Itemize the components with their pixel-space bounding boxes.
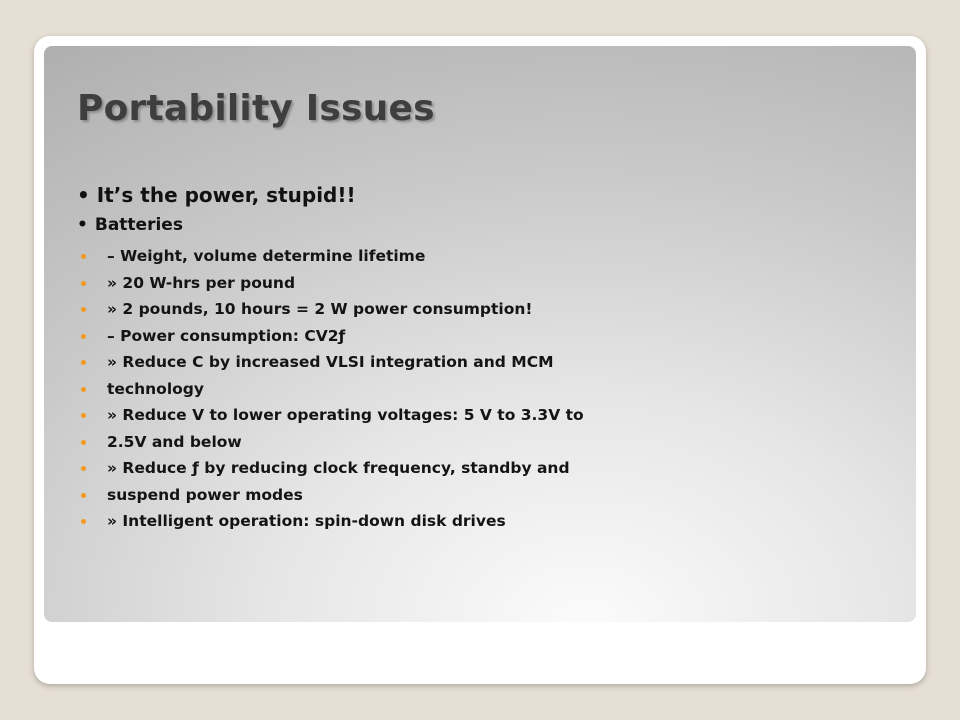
orange-bullet-icon bbox=[81, 440, 86, 445]
list-item bbox=[77, 296, 897, 323]
orange-bullet-icon bbox=[81, 334, 86, 339]
sub-bullet-text: » 20 W-hrs per pound bbox=[107, 273, 296, 292]
sub-bullet-text: – Power consumption: CV2ƒ bbox=[107, 326, 346, 345]
main-bullet-power bbox=[77, 180, 897, 210]
sub-bullet-text: » Reduce ƒ by reducing clock frequency, standby and bbox=[107, 459, 570, 477]
list-item bbox=[77, 508, 897, 535]
list-item bbox=[77, 323, 897, 350]
sub-bullet-text: » 2 pounds, 10 hours = 2 W power consumption! bbox=[107, 300, 533, 318]
orange-bullet-icon bbox=[81, 254, 86, 259]
sub-bullet-text: » Reduce V to lower operating voltages: 5 V to 3.3V to bbox=[107, 406, 584, 424]
list-item bbox=[77, 349, 897, 376]
bullet-dot-icon: • bbox=[77, 183, 90, 207]
sub-bullet-text: » Intelligent operation: spin-down disk drives bbox=[107, 512, 506, 530]
main-bullet-text: It’s the power, stupid!! bbox=[96, 183, 356, 207]
list-item bbox=[77, 482, 897, 509]
slide-title: Portability Issues bbox=[77, 88, 435, 129]
list-item bbox=[77, 376, 897, 403]
list-item bbox=[77, 270, 897, 297]
sub-bullet-text: technology bbox=[107, 379, 204, 398]
sub-bullet-text: » Reduce C by increased VLSI integration and MCM bbox=[107, 353, 554, 371]
list-item bbox=[77, 455, 897, 482]
list-item bbox=[77, 429, 897, 456]
sub-bullet-text: 2.5V and below bbox=[107, 432, 242, 451]
list-item bbox=[77, 402, 897, 429]
bullet-dot-icon: • bbox=[77, 215, 88, 235]
orange-bullet-icon bbox=[81, 466, 86, 471]
orange-bullet-icon bbox=[81, 281, 86, 286]
slide-content-panel bbox=[44, 46, 916, 622]
list-item bbox=[77, 243, 897, 270]
orange-bullet-icon bbox=[81, 307, 86, 312]
orange-bullet-icon bbox=[81, 493, 86, 498]
sub-bullet-list bbox=[77, 243, 897, 535]
slide-frame bbox=[34, 36, 926, 684]
orange-bullet-icon bbox=[81, 360, 86, 365]
sub-bullet-text: suspend power modes bbox=[107, 485, 303, 504]
orange-bullet-icon bbox=[81, 413, 86, 418]
orange-bullet-icon bbox=[81, 387, 86, 392]
slide-body bbox=[77, 180, 897, 535]
orange-bullet-icon bbox=[81, 519, 86, 524]
main-bullet-batteries bbox=[77, 211, 897, 239]
main-bullet-text: Batteries bbox=[94, 215, 183, 235]
sub-bullet-text: – Weight, volume determine lifetime bbox=[107, 247, 426, 265]
